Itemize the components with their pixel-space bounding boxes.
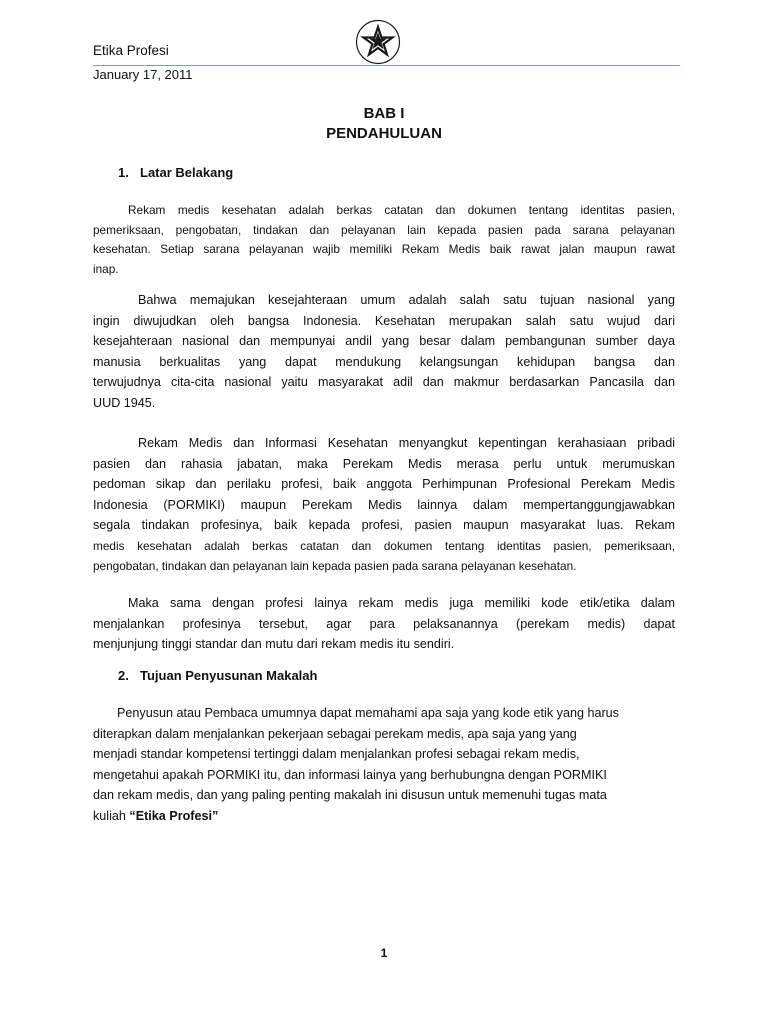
- paragraph-line: segala tindakan profesinya, baik kepada profesi, pasien maupun masyarakat luas. Rekam: [93, 518, 675, 532]
- paragraph-line: Rekam medis kesehatan adalah berkas catatan dan dokumen tentang identitas pasien,: [128, 203, 675, 217]
- paragraph-line: pasien dan rahasia jabatan, maka Perekam Medis merasa perlu untuk merumuskan: [93, 456, 675, 471]
- paragraph-line: Penyusun atau Pembaca umumnya dapat memahami apa saja yang kode etik yang harus: [117, 706, 619, 720]
- paragraph-3: [93, 433, 675, 577]
- section-number: 2.: [118, 668, 129, 683]
- course-name: “Etika Profesi”: [129, 808, 219, 823]
- paragraph-text: kuliah: [93, 808, 130, 823]
- paragraph-line: pemeriksaan, pengobatan, tindakan dan pelayanan lain kepada pasien pada sarana pelayanan: [93, 222, 675, 237]
- paragraph-2: [93, 290, 675, 413]
- header-title: Etika Profesi: [93, 43, 169, 58]
- paragraph-line: inap.: [93, 261, 119, 276]
- section-heading-1: [118, 165, 233, 180]
- section-heading-2: [118, 668, 317, 683]
- paragraph-line: kesejahteraan nasional dan mempunyai andil yang besar dalam pembangunan sumber daya: [93, 334, 675, 348]
- paragraph-1: [93, 201, 675, 279]
- paragraph-line: menjunjung tinggi standar dan mutu dari rekam medis itu sendiri.: [93, 637, 455, 651]
- chapter-title: PENDAHULUAN: [326, 125, 442, 142]
- paragraph-line: diterapkan dalam menjalankan pekerjaan sebagai perekam medis, apa saja yang yang: [93, 726, 577, 741]
- paragraph-line: Rekam Medis dan Informasi Kesehatan menyangkut kepentingan kerahasiaan pribadi: [138, 436, 675, 450]
- paragraph-line: kesehatan. Setiap sarana pelayanan wajib memiliki Rekam Medis baik rawat jalan maupun rawat: [93, 242, 675, 256]
- header-date: January 17, 2011: [93, 67, 193, 82]
- paragraph-line: mengetahui apakah PORMIKI itu, dan informasi lainya yang berhubungna dengan PORMIKI: [93, 767, 607, 782]
- paragraph-line: pedoman sikap dan perilaku profesi, baik anggota Perhimpunan Profesional Perekam Medis: [93, 477, 675, 491]
- section-title: Latar Belakang: [140, 165, 234, 180]
- section-title: Tujuan Penyusunan Makalah: [140, 668, 318, 683]
- paragraph-5: [93, 703, 673, 826]
- section-number: 1.: [118, 165, 129, 180]
- paragraph-last-line: [93, 806, 673, 827]
- paragraph-line: ingin diwujudkan oleh bangsa Indonesia. Kesehatan merupakan salah satu wujud dari: [93, 313, 675, 328]
- pentagram-star-icon: [355, 19, 401, 65]
- paragraph-line: medis kesehatan adalah berkas catatan dan dokumen tentang identitas pasien, pemeriksaan,: [93, 538, 675, 553]
- paragraph-line: menjadi standar kompetensi tertinggi dalam menjalankan profesi sebagai rekam medis,: [93, 747, 580, 761]
- paragraph-line: Indonesia (PORMIKI) maupun Perekam Medis lainnya dalam mempertanggungjawabkan: [93, 497, 675, 512]
- paragraph-line: pengobatan, tindakan dan pelayanan lain kepada pasien pada sarana pelayanan kesehatan.: [93, 559, 577, 573]
- chapter-number: BAB I: [363, 105, 405, 122]
- paragraph-line: manusia berkualitas yang dapat mendukung kelangsungan kehidupan bangsa dan: [93, 354, 675, 369]
- header-rule: [93, 65, 680, 66]
- paragraph-line: Bahwa memajukan kesejahteraan umum adalah salah satu tujuan nasional yang: [138, 293, 675, 307]
- paragraph-line: UUD 1945.: [93, 395, 156, 410]
- paragraph-line: terwujudnya cita-cita nasional yaitu masyarakat adil dan makmur berdasarkan Pancasila dan: [93, 375, 675, 389]
- paragraph-line: Maka sama dengan profesi lainya rekam medis juga memiliki kode etik/etika dalam: [128, 596, 675, 610]
- paragraph-line: dan rekam medis, dan yang paling penting makalah ini disusun untuk memenuhi tugas mata: [93, 788, 607, 802]
- paragraph-line: menjalankan profesinya tersebut, agar para pelaksanannya (perekam medis) dapat: [93, 616, 675, 631]
- page-number: 1: [380, 946, 388, 960]
- paragraph-4: [93, 593, 675, 655]
